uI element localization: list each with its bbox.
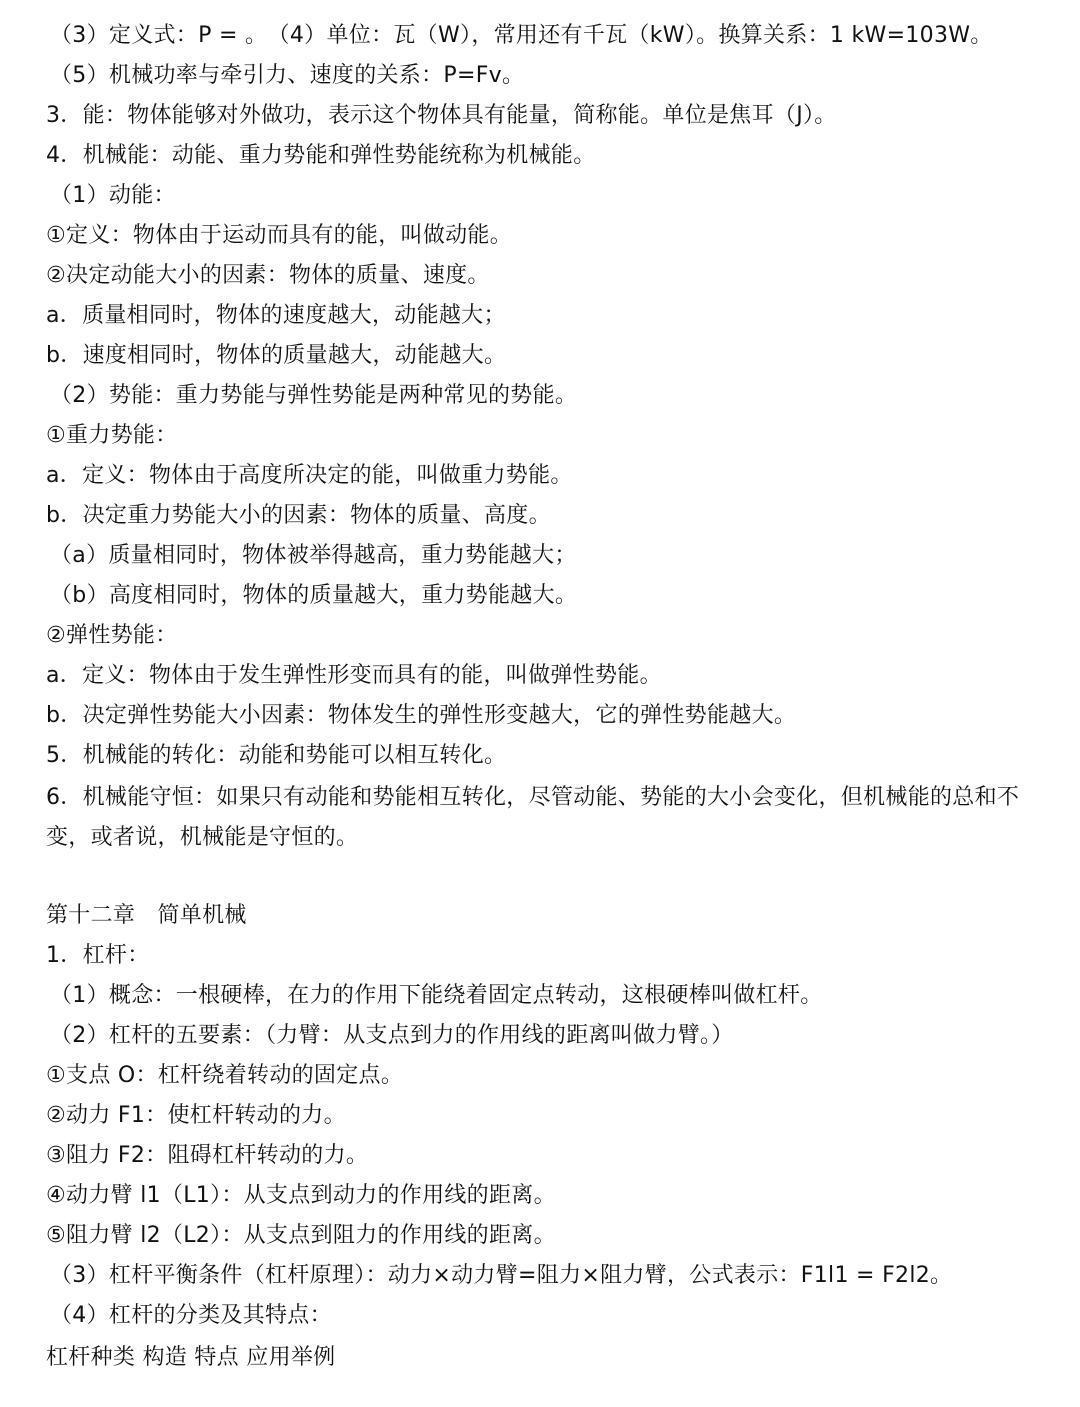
- text-line: ①重力势能：: [46, 423, 178, 448]
- text-line: a．质量相同时，物体的速度越大，动能越大；: [46, 303, 506, 328]
- text-line: a．定义：物体由于发生弹性形变而具有的能，叫做弹性势能。: [46, 663, 662, 688]
- text-line: ②弹性势能：: [46, 623, 178, 648]
- text-line: 5．机械能的转化：动能和势能可以相互转化。: [46, 743, 507, 768]
- text-line: 1．杠杆：: [46, 943, 150, 968]
- text-line: （1）概念：一根硬棒，在力的作用下能绕着固定点转动，这根硬棒叫做杠杆。: [50, 983, 823, 1008]
- text-line: （2）杠杆的五要素：（力臂：从支点到力的作用线的距离叫做力臂。）: [50, 1023, 734, 1048]
- text-line: b．决定重力势能大小的因素：物体的质量、高度。: [46, 503, 551, 528]
- text-line: （5）机械功率与牵引力、速度的关系：P=Fv。: [50, 63, 525, 88]
- chapter-heading: 第十二章 简单机械: [46, 903, 247, 928]
- text-line: （3）杠杆平衡条件（杠杆原理）：动力×动力臂=阻力×阻力臂，公式表示：F1l1 = F2l2。: [50, 1263, 953, 1288]
- text-line: 3．能：物体能够对外做功，表示这个物体具有能量，简称能。单位是焦耳（J）。: [46, 103, 837, 128]
- text-line: （3）定义式：P = 。 （4）单位：瓦（W），常用还有千瓦（kW）。换算关系：1 kW=103W。: [50, 23, 993, 48]
- text-line: （a）质量相同时，物体被举得越高，重力势能越大；: [50, 543, 577, 568]
- text-line: a．定义：物体由于高度所决定的能，叫做重力势能。: [46, 463, 573, 488]
- text-line: ①支点 O：杠杆绕着转动的固定点。: [46, 1063, 404, 1088]
- text-line: （4）杠杆的分类及其特点：: [50, 1303, 332, 1328]
- text-line: 4．机械能：动能、重力势能和弹性势能统称为机械能。: [46, 143, 596, 168]
- text-line: b．决定弹性势能大小因素：物体发生的弹性形变越大，它的弹性势能越大。: [46, 703, 797, 728]
- text-line: ④动力臂 l1（L1）：从支点到动力的作用线的距离。: [46, 1183, 556, 1208]
- text-line: 杠杆种类 构造 特点 应用举例: [46, 1345, 336, 1370]
- text-paragraph: 6．机械能守恒：如果只有动能和势能相互转化，尽管动能、势能的大小会变化，但机械能的总和不变，或者说，机械能是守恒的。: [46, 785, 1020, 850]
- text-line: ②决定动能大小的因素：物体的质量、速度。: [46, 263, 490, 288]
- text-line: ⑤阻力臂 l2（L2）：从支点到阻力的作用线的距离。: [46, 1223, 556, 1248]
- text-line: （b）高度相同时，物体的质量越大，重力势能越大。: [50, 583, 578, 608]
- text-line: （1）动能：: [50, 183, 176, 208]
- text-line: （2）势能：重力势能与弹性势能是两种常见的势能。: [50, 383, 578, 408]
- text-line: ③阻力 F2：阻碍杠杆转动的力。: [46, 1143, 369, 1168]
- text-line: b．速度相同时，物体的质量越大，动能越大。: [46, 343, 507, 368]
- text-line: ①定义：物体由于运动而具有的能，叫做动能。: [46, 223, 513, 248]
- text-line: ②动力 F1：使杠杆转动的力。: [46, 1103, 346, 1128]
